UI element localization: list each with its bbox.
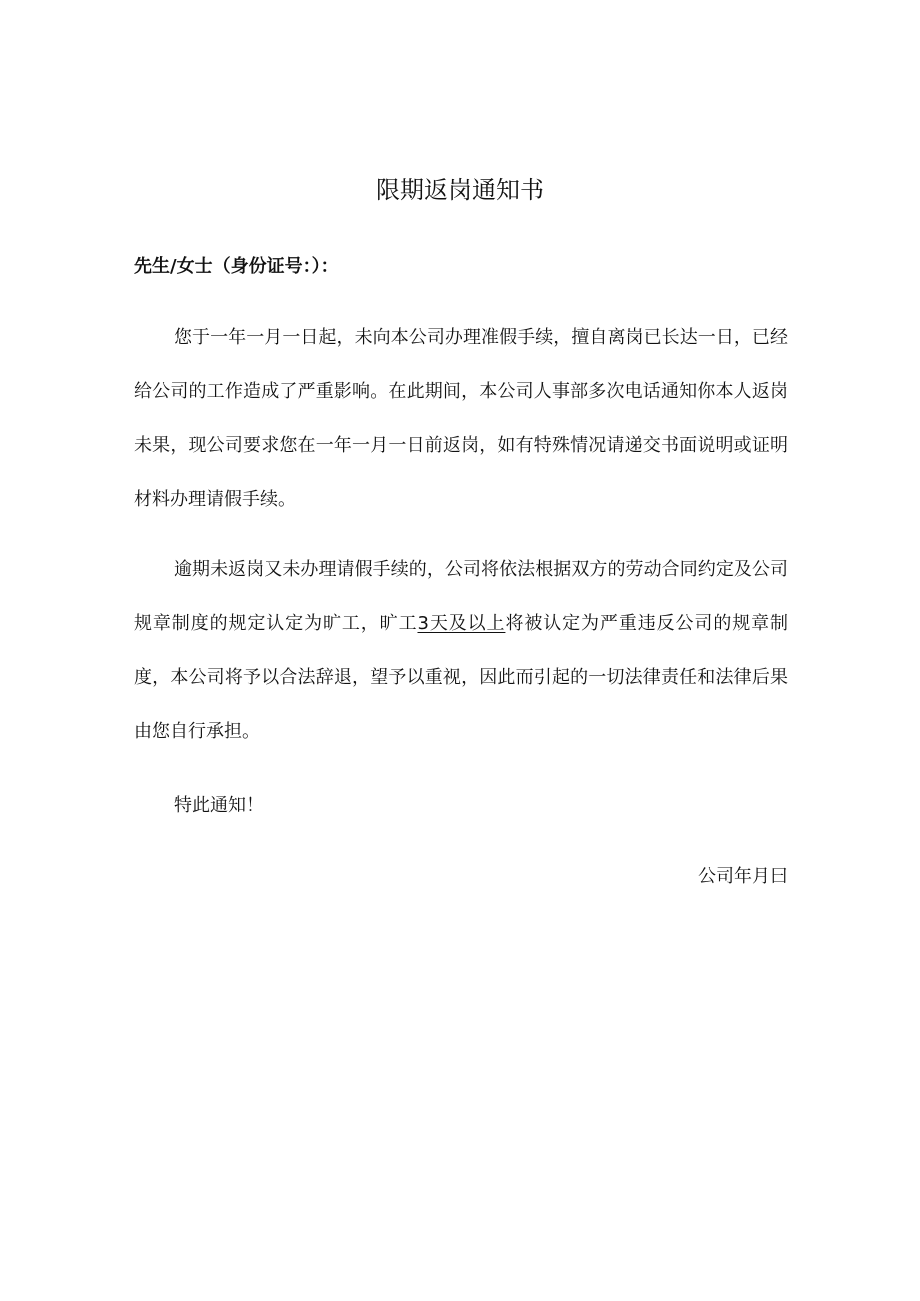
closing-line: 特此通知！ xyxy=(174,795,264,816)
paragraph-consequences-after: 将被认定为严重违反公司的规章制度，本公司将予以合法辞退，望予以重视，因此而引起的一切法律责任和法律后果由您自行承担。 xyxy=(134,613,789,742)
document-title: 限期返岗通知书 xyxy=(376,176,544,204)
underlined-days: 3天及以上 xyxy=(417,613,506,634)
paragraph-consequences-before: 逾期未返岗又未办理请假手续的，公司将依法根据双方的劳动合同约定及公司规章制度的规定认定为旷工，旷工 xyxy=(134,559,788,634)
signature-line: 公司年月曰 xyxy=(698,866,788,887)
salutation: 先生/女士（身份证号：）： xyxy=(134,256,339,277)
paragraph-notice: 您于一年一月一日起，未向本公司办理准假手续，擅自离岗已长达一日，已经给公司的工作造成了严重影响。在此期间，本公司人事部多次电话通知你本人返岗未果，现公司要求您在一年一月一日前返岗，如有特殊情况请递交书面说明或证明材料办理请假手续。 xyxy=(134,327,788,510)
paragraph-consequences xyxy=(134,543,788,759)
